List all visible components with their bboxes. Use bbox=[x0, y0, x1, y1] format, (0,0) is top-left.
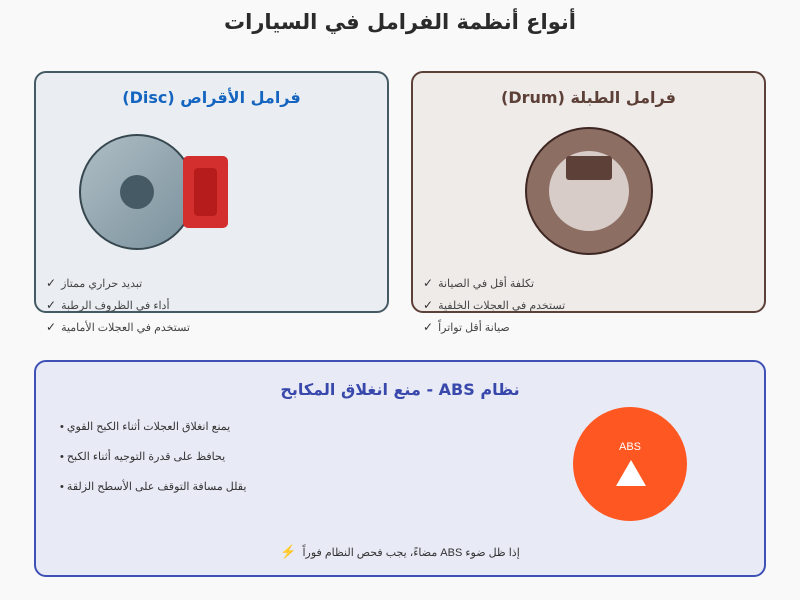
abs-badge-label: ABS bbox=[618, 441, 641, 453]
drum-panel-title: فرامل الطبلة (Drum) bbox=[501, 88, 676, 107]
list-item: ✓ أداء في الظروف الرطبة bbox=[46, 294, 190, 316]
check-icon: ✓ bbox=[423, 320, 434, 334]
abs-warning-badge bbox=[573, 407, 687, 521]
check-icon: ✓ bbox=[46, 320, 57, 334]
abs-panel-title: نظام ABS - منع انغلاق المكابح bbox=[280, 380, 520, 399]
abs-warning-note bbox=[36, 544, 764, 560]
check-icon: ✓ bbox=[423, 276, 434, 290]
check-icon: ✓ bbox=[46, 276, 57, 290]
disc-panel-title: فرامل الأقراص (Disc) bbox=[122, 88, 301, 107]
list-item: ✓ صيانة أقل تواتراً bbox=[423, 316, 565, 338]
brake-pad-icon bbox=[194, 168, 217, 216]
list-item: ✓ تكلفة أقل في الصيانة bbox=[423, 272, 565, 294]
disc-features-list bbox=[46, 272, 190, 338]
warning-triangle-icon bbox=[616, 460, 646, 486]
abs-panel bbox=[34, 360, 766, 577]
list-item: • يحافظ على قدرة التوجيه أثناء الكبح bbox=[60, 451, 226, 463]
check-icon: ✓ bbox=[423, 298, 434, 312]
abs-benefits-list bbox=[60, 416, 246, 506]
page-title: أنواع أنظمة الفرامل في السيارات bbox=[224, 10, 576, 34]
list-item: • يمنع انغلاق العجلات أثناء الكبح القوي bbox=[60, 421, 231, 433]
brake-shoe-icon bbox=[566, 156, 612, 180]
lightning-icon: ⚡ bbox=[280, 544, 297, 559]
hub-icon bbox=[120, 175, 154, 209]
list-item: • يقلل مسافة التوقف على الأسطح الزلقة bbox=[60, 481, 247, 493]
list-item: ✓ تستخدم في العجلات الخلفية bbox=[423, 294, 565, 316]
list-item: ✓ تستخدم في العجلات الأمامية bbox=[46, 316, 190, 338]
check-icon: ✓ bbox=[46, 298, 57, 312]
abs-warning-text: إذا ظل ضوء ABS مضاءً، يجب فحص النظام فوراً bbox=[302, 547, 520, 559]
drum-features-list bbox=[423, 272, 565, 338]
list-item: ✓ تبديد حراري ممتاز bbox=[46, 272, 190, 294]
